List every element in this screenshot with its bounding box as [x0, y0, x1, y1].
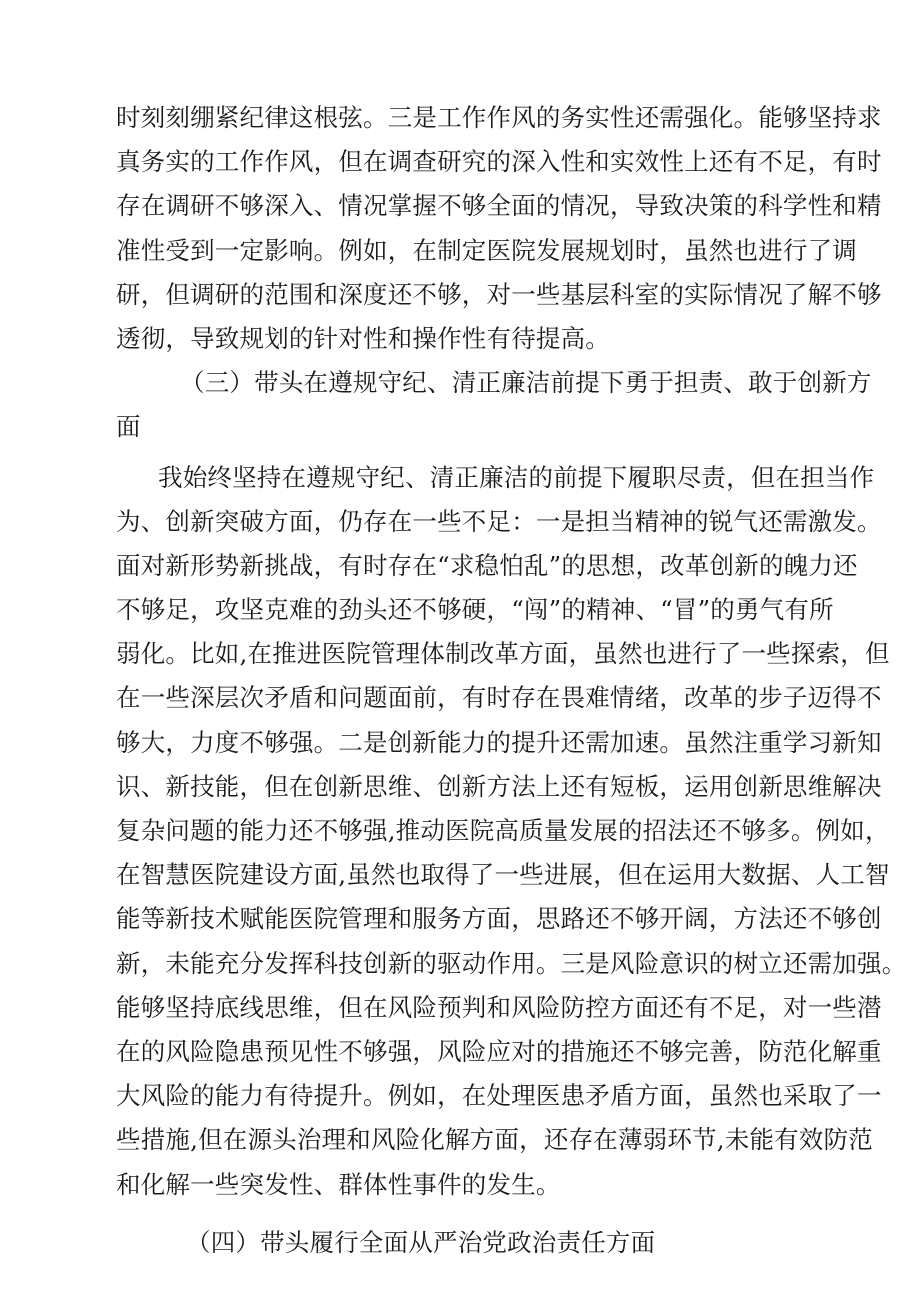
text-line: 新，未能充分发挥科技创新的驱动作用。三是风险意识的树立还需加强。 [116, 948, 907, 978]
text-line: 在一些深层次矛盾和问题面前，有时存在畏难情绪，改革的步子迈得不 [116, 683, 882, 713]
text-line: 能等新技术赋能医院管理和服务方面，思路还不够开阔，方法还不够创 [116, 904, 882, 934]
text-line: 弱化。比如,在推进医院管理体制改革方面，虽然也进行了一些探索，但 [116, 639, 890, 669]
text-line: 时刻刻绷紧纪律这根弦。三是工作作风的务实性还需强化。能够坚持求 [116, 103, 882, 132]
paragraph-responsibility-innovation [116, 456, 907, 1207]
text-line: 研，但调研的范围和深度还不够，对一些基层科室的实际情况了解不够 [116, 279, 882, 309]
text-line: 能够坚持底线思维，但在风险预判和风险防控方面还有不足，对一些潜 [116, 992, 882, 1022]
text-line: 在智慧医院建设方面,虽然也取得了一些进展，但在运用大数据、人工智 [116, 860, 890, 890]
text-line: 真务实的工作作风，但在调查研究的深入性和实效性上还有不足，有时 [116, 147, 882, 177]
text-line: 些措施,但在源头治理和风险化解方面，还存在薄弱环节,未能有效防范 [116, 1125, 873, 1155]
paragraph-discipline-work-style [116, 96, 882, 361]
heading-line: 面 [116, 412, 141, 442]
text-line: 存在调研不够深入、情况掌握不够全面的情况，导致决策的科学性和精 [116, 191, 882, 221]
text-line: 面对新形势新挑战，有时存在“求稳怕乱”的思想，改革创新的魄力还 [116, 550, 858, 580]
document-page [116, 96, 907, 1265]
text-line: 为、创新突破方面，仍存在一些不足：一是担当精神的锐气还需激发。 [116, 506, 882, 536]
text-line: 透彻，导致规划的针对性和操作性有待提高。 [116, 323, 610, 353]
section-heading-3 [116, 361, 872, 449]
text-line: 大风险的能力有待提升。例如，在处理医患矛盾方面，虽然也采取了一 [116, 1081, 882, 1111]
text-line: 和化解一些突发性、群体性事件的发生。 [116, 1169, 561, 1199]
heading-line: （三）带头在遵规守纪、清正廉洁前提下勇于担责、敢于创新方 [180, 368, 872, 398]
text-line: 识、新技能，但在创新思维、创新方法上还有短板，运用创新思维解决 [116, 771, 882, 801]
section-heading-4 [116, 1221, 832, 1265]
heading-line: （四）带头履行全面从严治党政治责任方面 [186, 1227, 656, 1257]
text-line: 在的风险隐患预见性不够强，风险应对的措施还不够完善，防范化解重 [116, 1036, 882, 1066]
text-line: 够大，力度不够强。二是创新能力的提升还需加速。虽然注重学习新知 [116, 727, 882, 757]
text-line: 不够足，攻坚克难的劲头还不够硬，“闯”的精神、“冒”的勇气有所 [116, 595, 834, 625]
text-line: 复杂问题的能力还不够强,推动医院高质量发展的招法还不够多。例如， [116, 816, 890, 845]
text-line: 我始终坚持在遵规守纪、清正廉洁的前提下履职尽责，但在担当作 [158, 462, 875, 492]
text-line: 准性受到一定影响。例如，在制定医院发展规划时，虽然也进行了调 [116, 235, 857, 265]
